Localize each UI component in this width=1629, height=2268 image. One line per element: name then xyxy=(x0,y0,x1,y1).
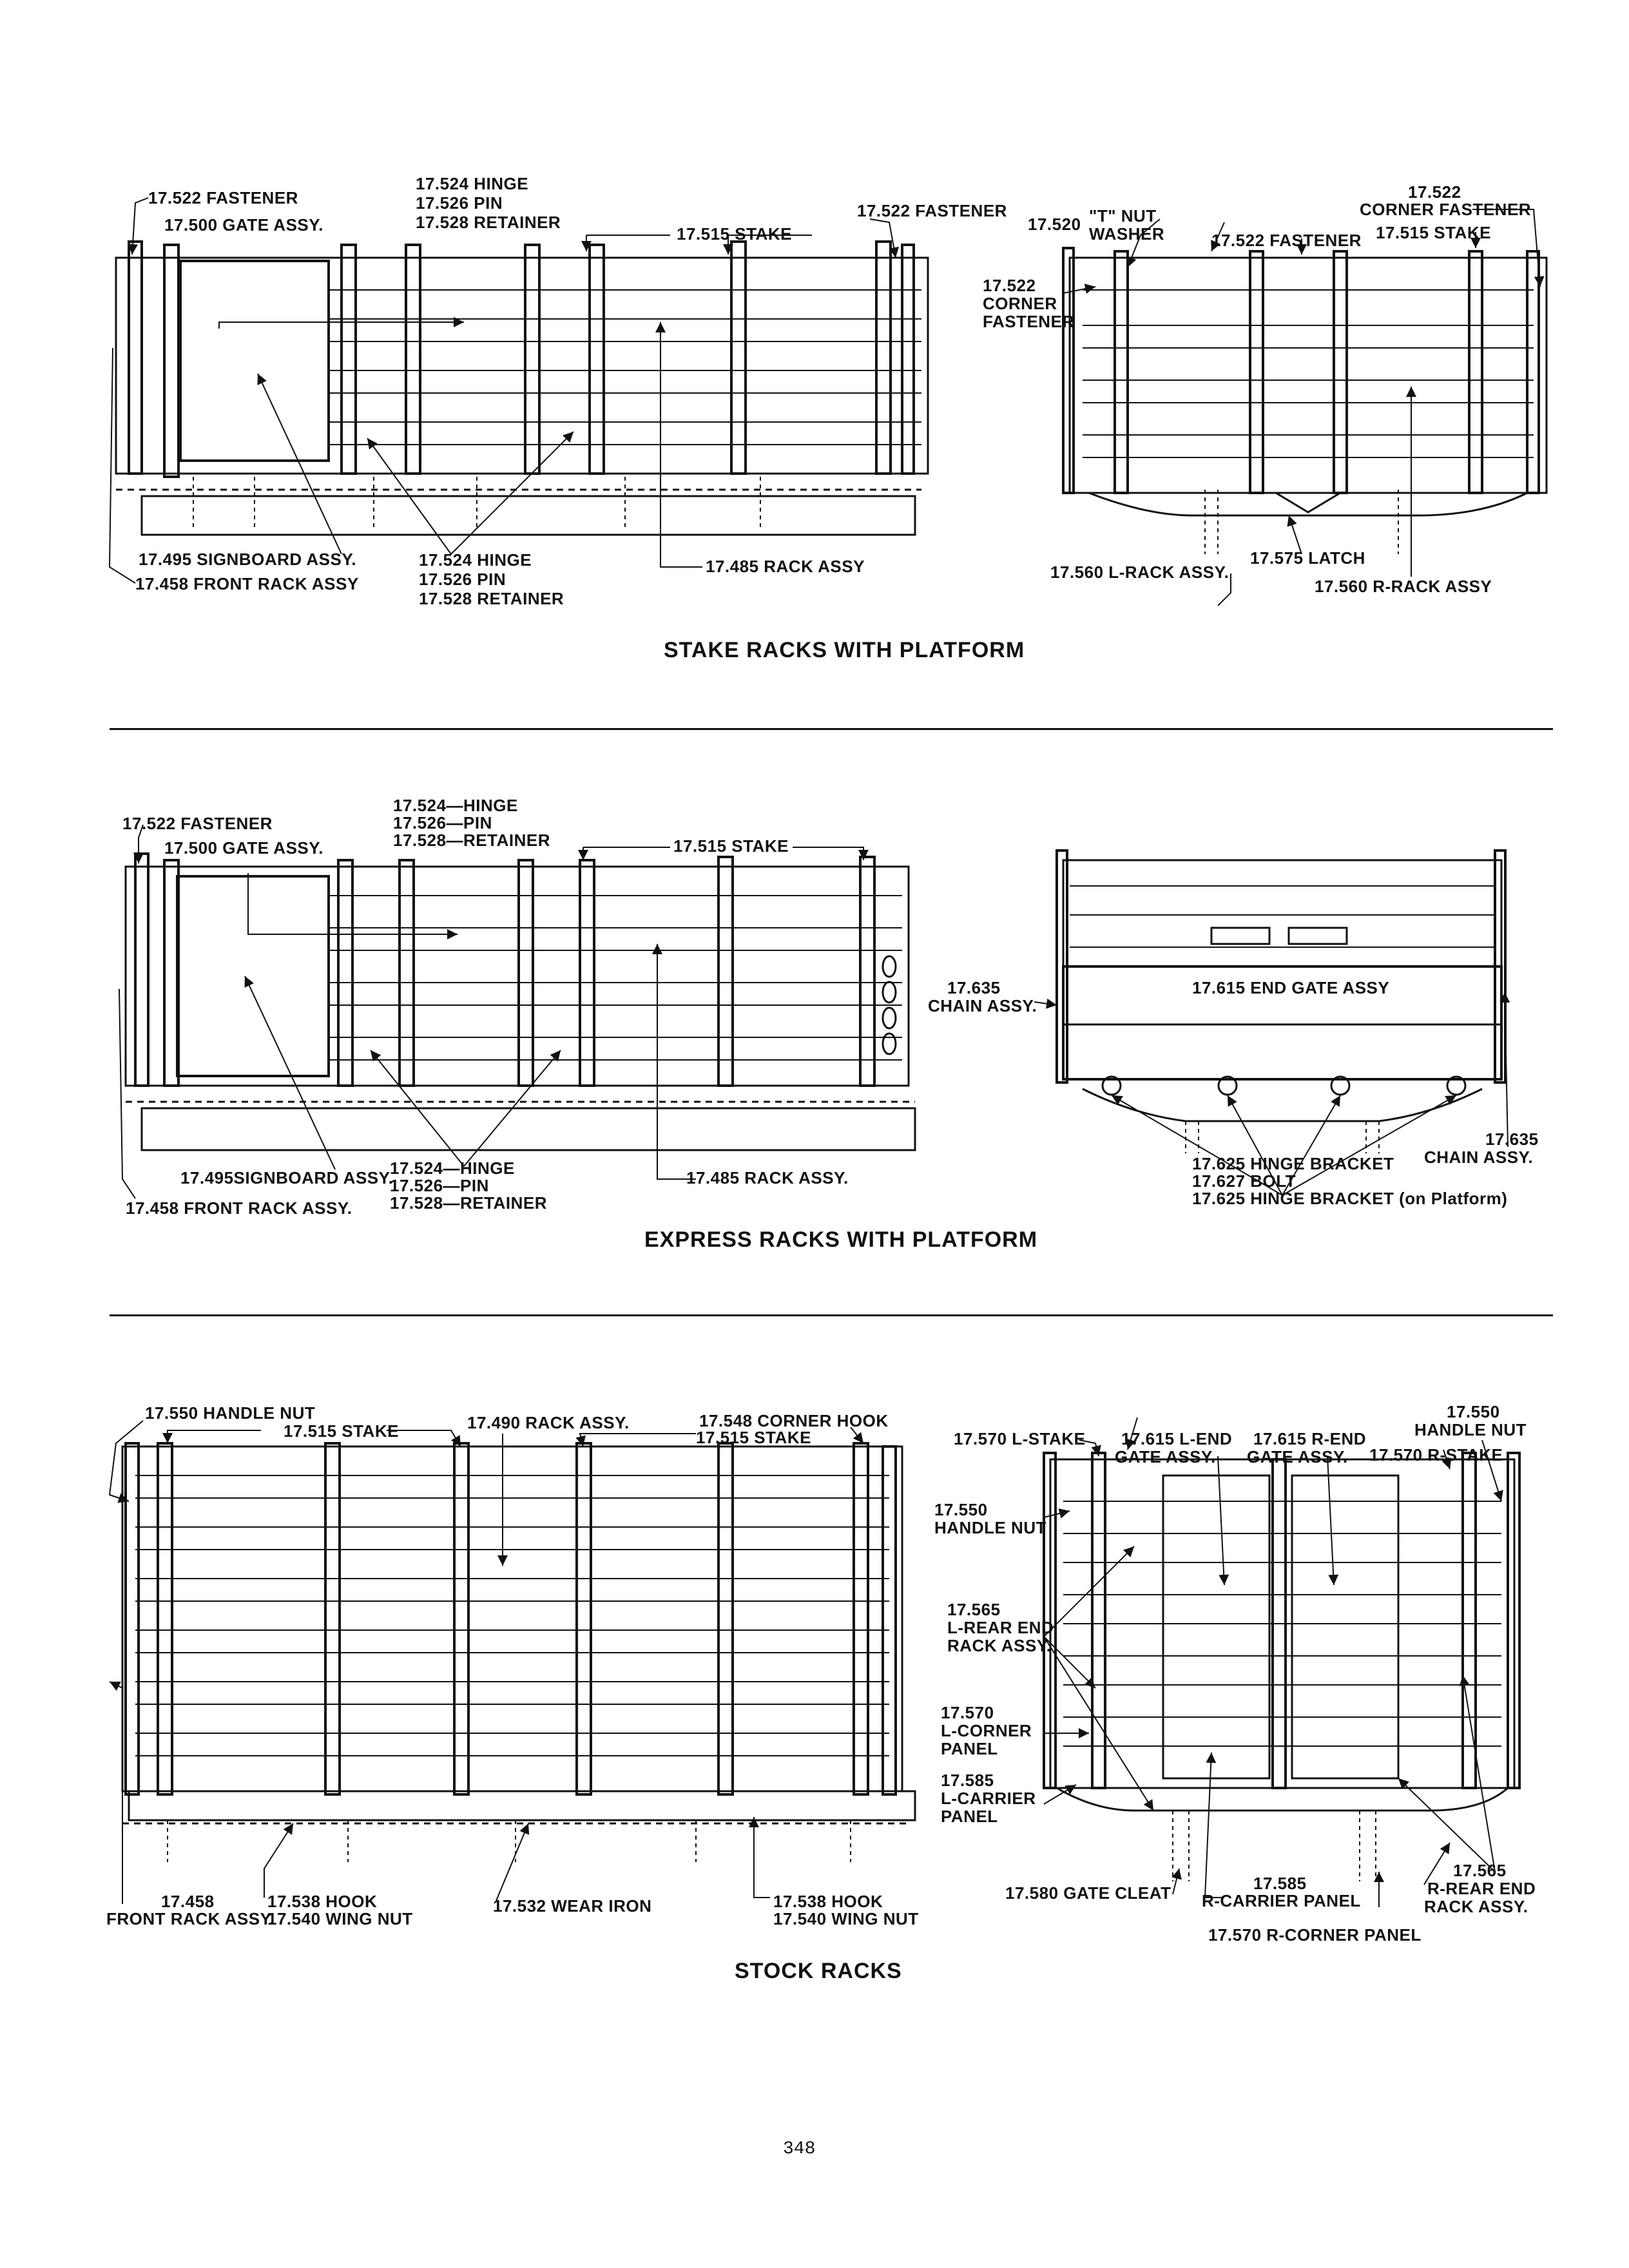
label-l-corner-2: PANEL xyxy=(941,1739,998,1758)
label-pin-bottom: 17.526 PIN xyxy=(419,570,506,589)
label-chain-left-number: 17.635 xyxy=(947,978,1001,997)
label-latch: 17.575 LATCH xyxy=(1250,548,1365,568)
label-stake-right: 17.515 STAKE xyxy=(1376,223,1491,242)
label-gate-assy: 17.500 GATE ASSY. xyxy=(164,215,323,235)
label-washer: WASHER xyxy=(1089,224,1165,244)
section-title-stock-racks: STOCK RACKS xyxy=(735,1959,902,1983)
label-handle-right: HANDLE NUT xyxy=(1414,1420,1527,1439)
divider-2 xyxy=(110,1314,1553,1316)
label-front-rack: 17.458 FRONT RACK ASSY. xyxy=(126,1198,352,1218)
label-wear-iron: 17.532 WEAR IRON xyxy=(493,1896,652,1916)
section-title-express-racks: EXPRESS RACKS WITH PLATFORM xyxy=(644,1227,1038,1252)
label-hinge-bracket: 17.625 HINGE BRACKET xyxy=(1192,1154,1394,1173)
label-hinge-bottom: 17.524 HINGE xyxy=(419,550,532,570)
page-number: 348 xyxy=(783,2139,816,2159)
label-stake: 17.515 STAKE xyxy=(677,224,792,244)
label-handle-nut: 17.550 HANDLE NUT xyxy=(145,1403,316,1423)
label-stake: 17.515 STAKE xyxy=(284,1421,399,1441)
label-l-carrier-number: 17.585 xyxy=(941,1771,994,1790)
stake-rack-end-view xyxy=(1063,248,1547,554)
label-wing-nut-right: 17.540 WING NUT xyxy=(773,1909,919,1928)
label-fastener: 17.522 FASTENER xyxy=(122,814,273,833)
stock-rack-side-view xyxy=(122,1443,915,1862)
label-l-corner-number: 17.570 xyxy=(941,1703,994,1722)
label-rack-assy: 17.485 RACK ASSY xyxy=(706,557,865,576)
label-signboard: 17.495SIGNBOARD ASSY. xyxy=(180,1168,394,1187)
label-r-stake: 17.570 R-STAKE xyxy=(1369,1445,1503,1465)
divider-1 xyxy=(110,728,1553,730)
label-wing-nut-left: 17.540 WING NUT xyxy=(267,1909,413,1928)
label-retainer-bottom: 17.528—RETAINER xyxy=(390,1193,547,1213)
label-t-nut-number: 17.520 xyxy=(1028,215,1081,234)
label-rack-assy: 17.490 RACK ASSY. xyxy=(467,1413,630,1432)
label-corner-left-1: CORNER xyxy=(983,294,1057,313)
label-bolt: 17.627 BOLT xyxy=(1192,1171,1296,1191)
label-r-corner: 17.570 R-CORNER PANEL xyxy=(1208,1925,1422,1945)
label-t-nut: "T" NUT xyxy=(1089,206,1157,226)
label-corner-fastener-right: CORNER FASTENER xyxy=(1360,200,1532,219)
label-l-carrier-2: PANEL xyxy=(941,1807,998,1826)
express-rack-end-view xyxy=(1057,850,1505,1153)
label-chain-right-number: 17.635 xyxy=(1485,1129,1539,1149)
label-gate-assy: 17.500 GATE ASSY. xyxy=(164,838,323,858)
label-signboard: 17.495 SIGNBOARD ASSY. xyxy=(139,550,357,569)
label-r-rear-2: RACK ASSY. xyxy=(1424,1897,1528,1916)
stake-rack-side-view xyxy=(116,242,928,535)
label-front-rack: FRONT RACK ASSY. xyxy=(106,1909,275,1928)
label-retainer-top: 17.528 RETAINER xyxy=(416,213,561,232)
label-corner-left-2: FASTENER xyxy=(983,312,1075,331)
label-corner-number-left: 17.522 xyxy=(983,276,1036,295)
label-retainer-bottom: 17.528 RETAINER xyxy=(419,589,564,608)
label-r-rear-1: R-REAR END xyxy=(1427,1879,1536,1898)
label-hinge-bracket-platform: 17.625 HINGE BRACKET (on Platform) xyxy=(1192,1189,1508,1208)
label-hinge-top: 17.524—HINGE xyxy=(393,796,518,815)
label-l-corner-1: L-CORNER xyxy=(941,1721,1032,1740)
label-r-rear-number: 17.565 xyxy=(1453,1861,1507,1880)
label-l-rear-1: L-REAR END xyxy=(947,1618,1054,1637)
label-fastener-mid: 17.522 FASTENER xyxy=(1211,231,1362,250)
label-front-rack: 17.458 FRONT RACK ASSY xyxy=(135,574,359,593)
label-l-rear-2: RACK ASSY. xyxy=(947,1636,1052,1655)
label-fastener-left: 17.522 FASTENER xyxy=(148,188,298,207)
label-r-end-1: 17.615 R-END xyxy=(1253,1429,1367,1448)
label-pin-bottom: 17.526—PIN xyxy=(390,1176,489,1195)
label-l-carrier-1: L-CARRIER xyxy=(941,1789,1036,1808)
label-corner-hook: 17.548 CORNER HOOK xyxy=(699,1411,889,1430)
label-pin-top: 17.526 PIN xyxy=(416,193,503,213)
label-front-number: 17.458 xyxy=(161,1892,215,1911)
label-end-gate: 17.615 END GATE ASSY xyxy=(1192,978,1390,997)
label-chain-left: CHAIN ASSY. xyxy=(928,996,1037,1015)
label-l-rear-number: 17.565 xyxy=(947,1600,1001,1619)
label-rack-assy: 17.485 RACK ASSY. xyxy=(686,1168,849,1187)
label-handle-right-number: 17.550 xyxy=(1447,1402,1500,1421)
label-hook-left: 17.538 HOOK xyxy=(267,1892,378,1911)
label-l-end-1: 17.615 L-END xyxy=(1121,1429,1233,1448)
label-stake: 17.515 STAKE xyxy=(673,836,789,856)
label-l-stake: 17.570 L-STAKE xyxy=(954,1429,1086,1448)
label-chain-right: CHAIN ASSY. xyxy=(1424,1148,1534,1167)
label-gate-cleat: 17.580 GATE CLEAT xyxy=(1005,1883,1171,1903)
label-hinge-bottom: 17.524—HINGE xyxy=(390,1158,515,1178)
stake-rack-leaders xyxy=(110,198,1540,606)
label-l-rack: 17.560 L-RACK ASSY. xyxy=(1050,562,1229,582)
express-rack-side-view xyxy=(126,854,915,1150)
label-handle-left: HANDLE NUT xyxy=(934,1518,1046,1537)
label-stake-2: 17.515 STAKE xyxy=(696,1428,811,1447)
label-r-carrier: R-CARRIER PANEL xyxy=(1202,1891,1361,1910)
label-r-carrier-number: 17.585 xyxy=(1253,1874,1307,1893)
label-r-end-2: GATE ASSY. xyxy=(1247,1447,1348,1466)
label-corner-number-right: 17.522 xyxy=(1408,182,1461,202)
label-handle-left-number: 17.550 xyxy=(934,1500,988,1519)
label-hinge-top: 17.524 HINGE xyxy=(416,174,529,193)
label-l-end-2: GATE ASSY. xyxy=(1115,1447,1216,1466)
label-fastener-right: 17.522 FASTENER xyxy=(857,201,1007,220)
label-hook-right: 17.538 HOOK xyxy=(773,1892,883,1911)
label-pin-top: 17.526—PIN xyxy=(393,813,492,832)
label-r-rack: 17.560 R-RACK ASSY xyxy=(1315,577,1492,596)
section-title-stake-racks: STAKE RACKS WITH PLATFORM xyxy=(664,638,1025,662)
label-retainer-top: 17.528—RETAINER xyxy=(393,831,550,850)
stock-rack-end-view xyxy=(1044,1453,1519,1881)
